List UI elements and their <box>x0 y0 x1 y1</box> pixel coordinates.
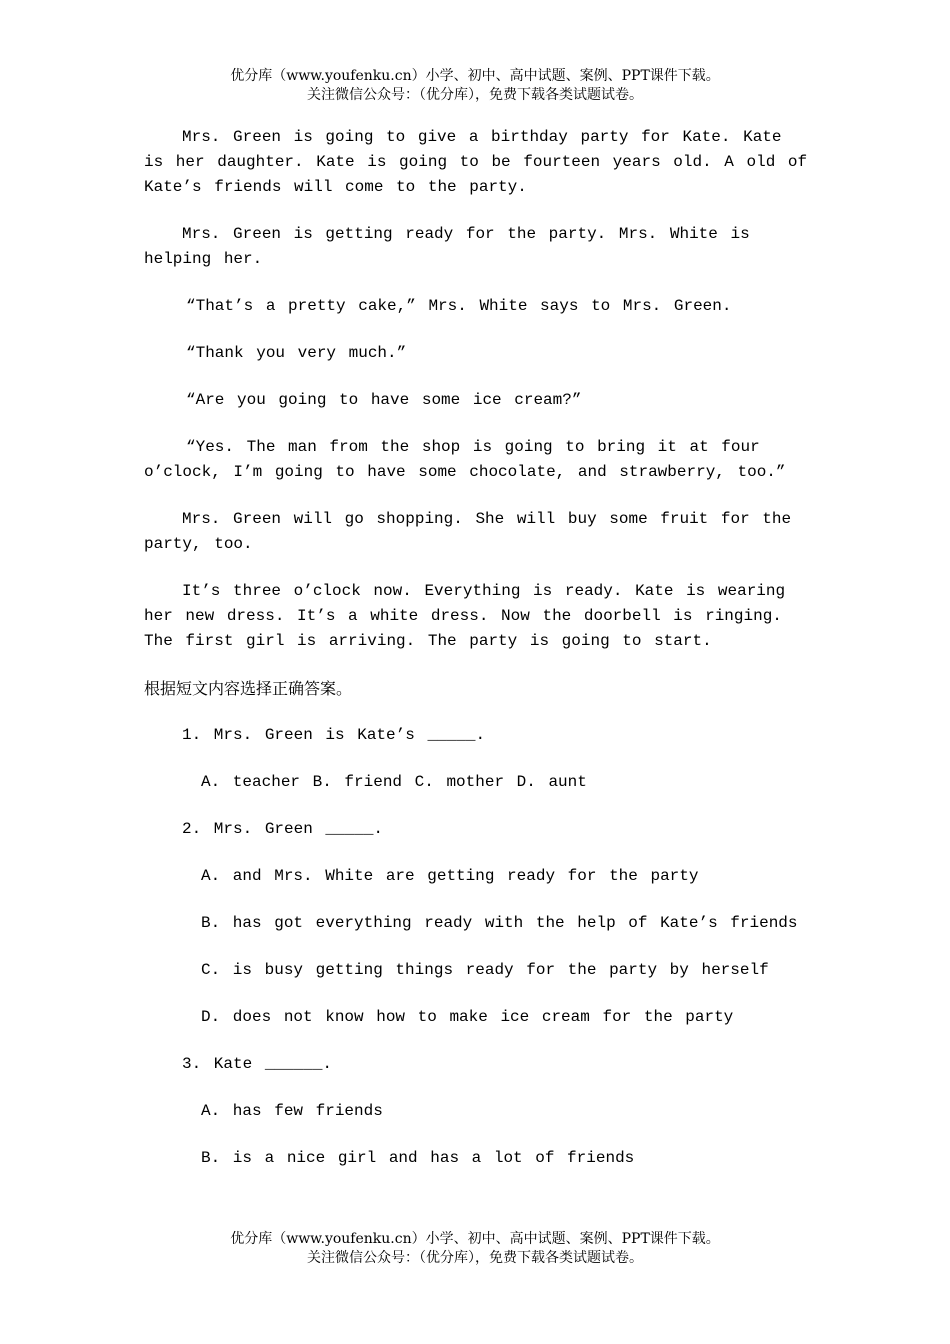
question-3-option-a: A. has few friends <box>201 1102 383 1120</box>
footer-line-1: 优分库（www.youfenku.cn）小学、初中、高中试题、案例、PPT课件下载。 <box>230 1231 720 1247</box>
passage-paragraph-4: It’s three o’clock now. Everything is ready. Kate is wearing her new dress. It’s a white dress. Now the doorbell is ringing. The first girl is arriving. The party is going to start. <box>144 582 786 650</box>
question-2-option-d: D. does not know how to make ice cream for the party <box>201 1008 734 1026</box>
dialogue-line-4: “Yes. The man from the shop is going to bring it at four o’clock, I’m going to have some chocolate, and strawberry, too.” <box>144 438 786 481</box>
question-2-stem: 2. Mrs. Green _____. <box>182 820 384 838</box>
question-1-stem: 1. Mrs. Green is Kate’s _____. <box>182 726 486 744</box>
page-footer <box>0 1230 950 1268</box>
question-1-options: A. teacher B. friend C. mother D. aunt <box>201 773 587 791</box>
page-header <box>0 67 950 105</box>
passage-paragraph-2: Mrs. Green is getting ready for the party. Mrs. White is helping her. <box>144 225 750 268</box>
instruction-text: 根据短文内容选择正确答案。 <box>144 679 353 698</box>
dialogue-line-3: “Are you going to have some ice cream?” <box>186 391 582 409</box>
document-body <box>144 125 808 1193</box>
header-line-2: 关注微信公众号：（优分库），免费下载各类试题试卷。 <box>307 87 643 103</box>
passage-paragraph-1: Mrs. Green is going to give a birthday party for Kate. Kate is her daughter. Kate is going to be fourteen years old. A old of Kate’s friends will come to the party. <box>144 128 808 196</box>
question-2-option-a: A. and Mrs. White are getting ready for the party <box>201 867 699 885</box>
dialogue-line-1: “That’s a pretty cake,” Mrs. White says to Mrs. Green. <box>186 297 732 315</box>
question-3-option-b: B. is a nice girl and has a lot of friends <box>201 1149 635 1167</box>
question-3-stem: 3. Kate ______. <box>182 1055 333 1073</box>
footer-line-2: 关注微信公众号：（优分库），免费下载各类试题试卷。 <box>307 1250 643 1266</box>
header-line-1: 优分库（www.youfenku.cn）小学、初中、高中试题、案例、PPT课件下载。 <box>230 68 720 84</box>
question-2-option-c: C. is busy getting things ready for the party by herself <box>201 961 769 979</box>
passage-paragraph-3: Mrs. Green will go shopping. She will buy some fruit for the party, too. <box>144 510 792 553</box>
question-2-option-b: B. has got everything ready with the help of Kate’s friends <box>201 914 798 932</box>
dialogue-line-2: “Thank you very much.” <box>186 344 407 362</box>
